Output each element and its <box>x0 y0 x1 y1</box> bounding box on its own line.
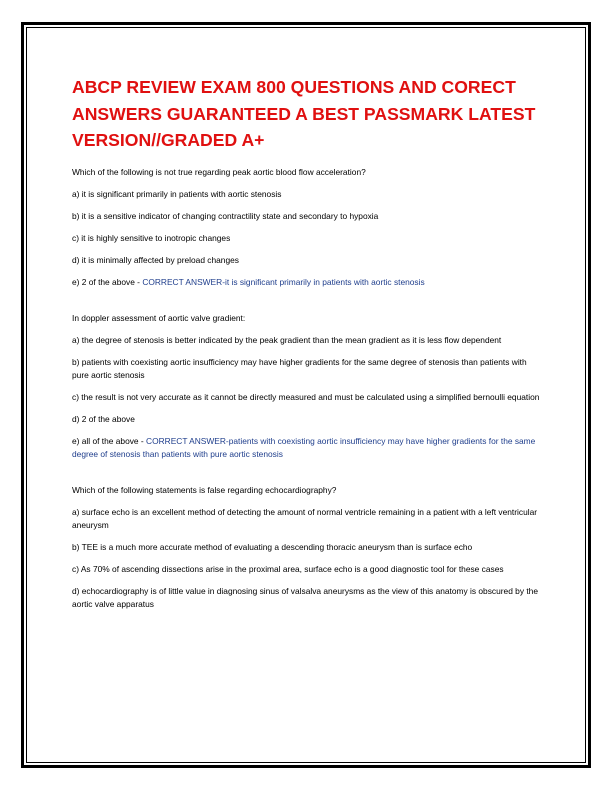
document-content <box>72 74 542 620</box>
question-2 <box>72 312 542 461</box>
option-c: c) As 70% of ascending dissections arise in the proximal area, surface echo is a good diagnostic tool for these cases <box>72 563 504 574</box>
option-e-text: e) 2 of the above - <box>72 276 143 287</box>
question-stem: Which of the following is not true regarding peak aortic blood flow acceleration? <box>72 166 366 177</box>
question-stem: Which of the following statements is false regarding echocardiography? <box>72 484 337 495</box>
correct-answer: CORRECT ANSWER-it is significant primarily in patients with aortic stenosis <box>142 276 425 287</box>
option-c: c) it is highly sensitive to inotropic changes <box>72 232 231 243</box>
question-3 <box>72 484 542 611</box>
option-b: b) patients with coexisting aortic insufficiency may have higher gradients for the same degree of stenosis than patients with pure aortic stenosis <box>72 356 527 380</box>
option-d: d) echocardiography is of little value in diagnosing sinus of valsalva aneurysms as the view of this anatomy is obscured by the aortic valve apparatus <box>72 585 538 609</box>
option-d: d) 2 of the above <box>72 413 135 424</box>
option-b: b) TEE is a much more accurate method of evaluating a descending thoracic aneurysm than is surface echo <box>72 541 473 552</box>
option-e <box>72 435 542 461</box>
option-a: a) the degree of stenosis is better indicated by the peak gradient than the mean gradient as it is less flow dependent <box>72 334 502 345</box>
question-1 <box>72 166 542 289</box>
document-title: ABCP REVIEW EXAM 800 QUESTIONS AND CORECT ANSWERS GUARANTEED A BEST PASSMARK LATEST VERSION//GRADED A+ <box>72 77 536 150</box>
option-e-text: e) all of the above - <box>72 435 147 446</box>
option-e <box>72 276 542 289</box>
option-b: b) it is a sensitive indicator of changing contractility state and secondary to hypoxia <box>72 210 379 221</box>
option-a: a) surface echo is an excellent method of detecting the amount of normal ventricle remaining in a patient with a left ventricular aneurysm <box>72 506 538 530</box>
option-d: d) it is minimally affected by preload changes <box>72 254 239 265</box>
correct-answer: CORRECT ANSWER-patients with coexisting aortic insufficiency may have higher gradients for the same degree of stenosis than patients with pure aortic stenosis <box>72 435 536 459</box>
option-c: c) the result is not very accurate as it cannot be directly measured and must be calculated using a simplified bernoulli equation <box>72 391 540 402</box>
question-stem: In doppler assessment of aortic valve gradient: <box>72 312 246 323</box>
option-a: a) it is significant primarily in patients with aortic stenosis <box>72 188 282 199</box>
